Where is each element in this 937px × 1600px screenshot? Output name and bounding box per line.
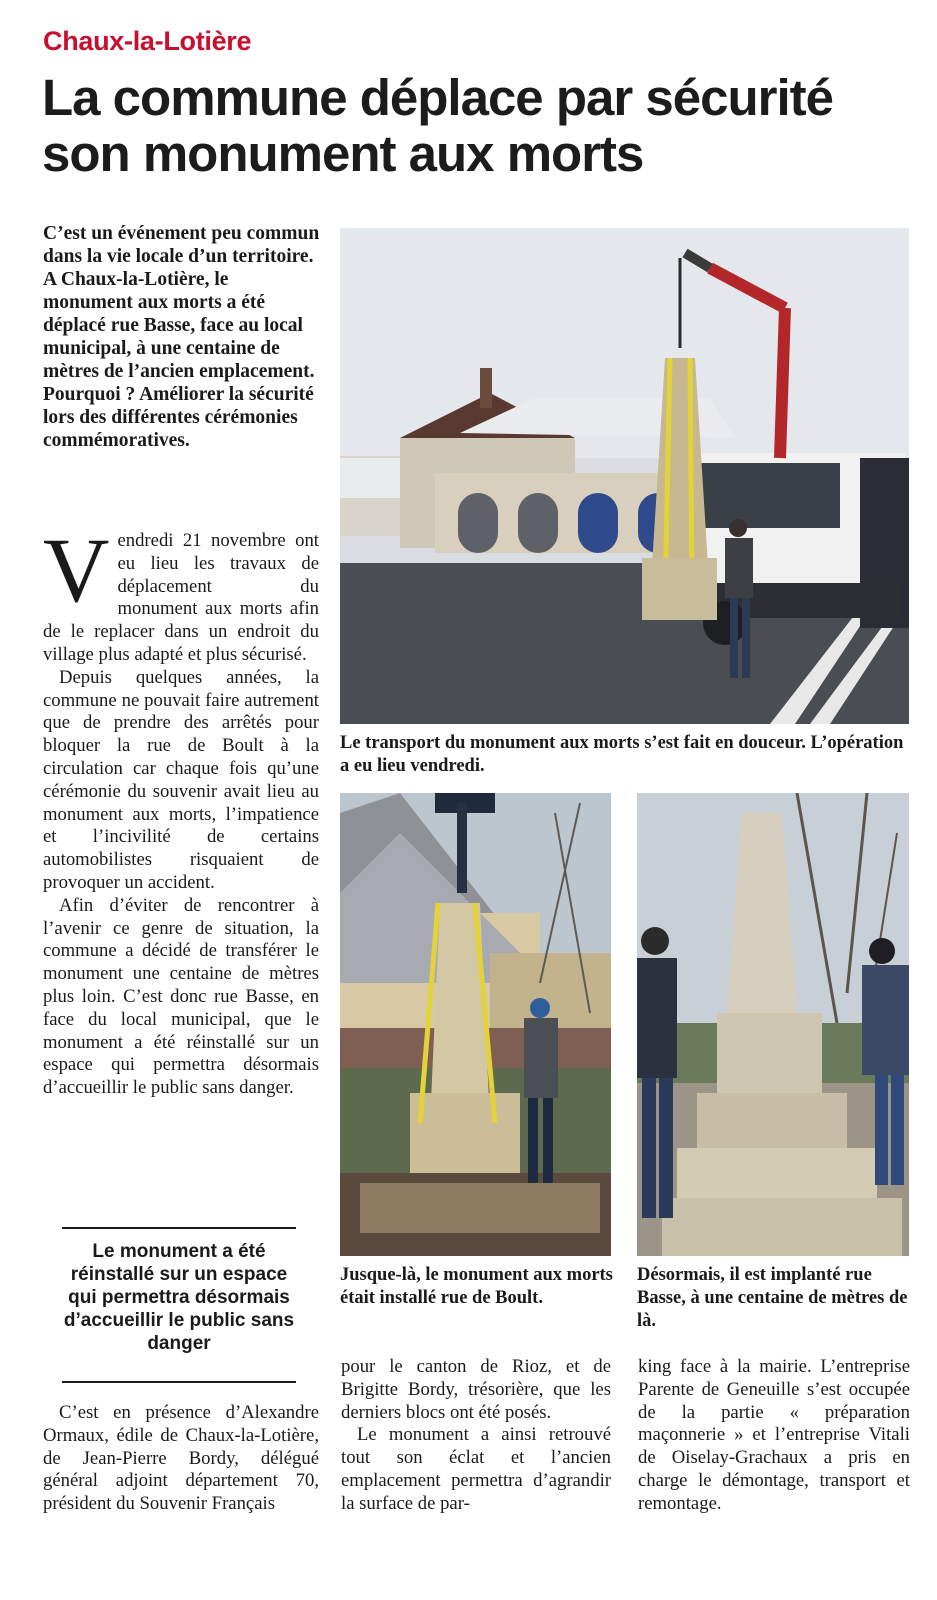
pull-quote: Le monument a été réinstallé sur un espace qui permettra désormais d’accueillir le public sans danger — [63, 1241, 295, 1354]
drop-cap: V — [43, 519, 110, 621]
paragraph-1-text: endredi 21 novembre ont eu lieu les travaux de déplacement du monument aux morts afin de le replacer dans un endroit du village plus adapté et plus sécurisé. — [43, 530, 319, 665]
article-column-2 — [341, 1356, 611, 1516]
paragraph-1 — [43, 519, 319, 667]
left-photo — [340, 793, 611, 1256]
left-photo-caption: Jusque-là, le monument aux morts était installé rue de Boult. — [340, 1265, 613, 1308]
article-column-1 — [43, 519, 319, 1100]
right-photo-caption: Désormais, il est implanté rue Basse, à une centaine de mètres de là. — [637, 1265, 908, 1331]
article-kicker: Chaux-la-Lotière — [43, 26, 252, 56]
article-lede: C’est un événement peu commun dans la vie locale d’un territoire. A Chaux-la-Lotière, le monument aux morts a été déplacé rue Basse, face au local municipal, à une centaine de mètres de l’ancien emplacement. Pourquoi ? Améliorer la sécurité lors des différentes cérémonies commémoratives. — [43, 223, 320, 451]
article-column-3 — [638, 1356, 910, 1516]
paragraph-5: Le monument a ainsi retrouvé tout son éclat et l’ancien emplacement permettra d’agrandir la surface de par- — [341, 1424, 611, 1514]
right-photo — [637, 793, 909, 1256]
pull-quote-top-rule — [62, 1227, 296, 1229]
paragraph-2: Depuis quelques années, la commune ne pouvait faire autrement que de prendre des arrêtés pour bloquer la rue de Boult à la circulation car chaque fois qu’une cérémonie du souvenir avait lieu au monument aux morts, l’impatience et l’incivilité de certains automobilistes risquaient de provoquer un accident. — [43, 666, 319, 893]
article-column-1-bottom — [43, 1402, 319, 1516]
paragraph-3: Afin d’éviter de rencontrer à l’avenir ce genre de situation, la commune a décidé de transférer le monument une centaine de mètres plus loin. C’est donc rue Basse, en face du local municipal, que le monument a été réinstallé sur un espace qui permettra désormais d’accueillir le public sans danger. — [43, 894, 319, 1099]
paragraph-4: C’est en présence d’Alexandre Ormaux, édile de Chaux-la-Lotière, de Jean-Pierre Bordy, délégué général adjoint département 70, président du Souvenir Français — [43, 1402, 319, 1515]
main-photo-caption: Le transport du monument aux morts s’est fait en douceur. L’opération a eu lieu vendredi. — [340, 733, 904, 776]
article-headline: La commune déplace par sécurité son monument aux morts — [42, 69, 833, 182]
paragraph-5-continued: king face à la mairie. L’entreprise Parente de Geneuille s’est occupée de la partie « préparation maçonnerie » et l’entreprise Vitali de Oiselay-Grachaux a pris en charge le démontage, transport et remontage. — [638, 1356, 910, 1514]
pull-quote-bottom-rule — [62, 1381, 296, 1383]
paragraph-4-continued: pour le canton de Rioz, et de Brigitte Bordy, trésorière, que les derniers blocs ont été posés. — [341, 1356, 611, 1423]
main-photo — [340, 228, 909, 724]
